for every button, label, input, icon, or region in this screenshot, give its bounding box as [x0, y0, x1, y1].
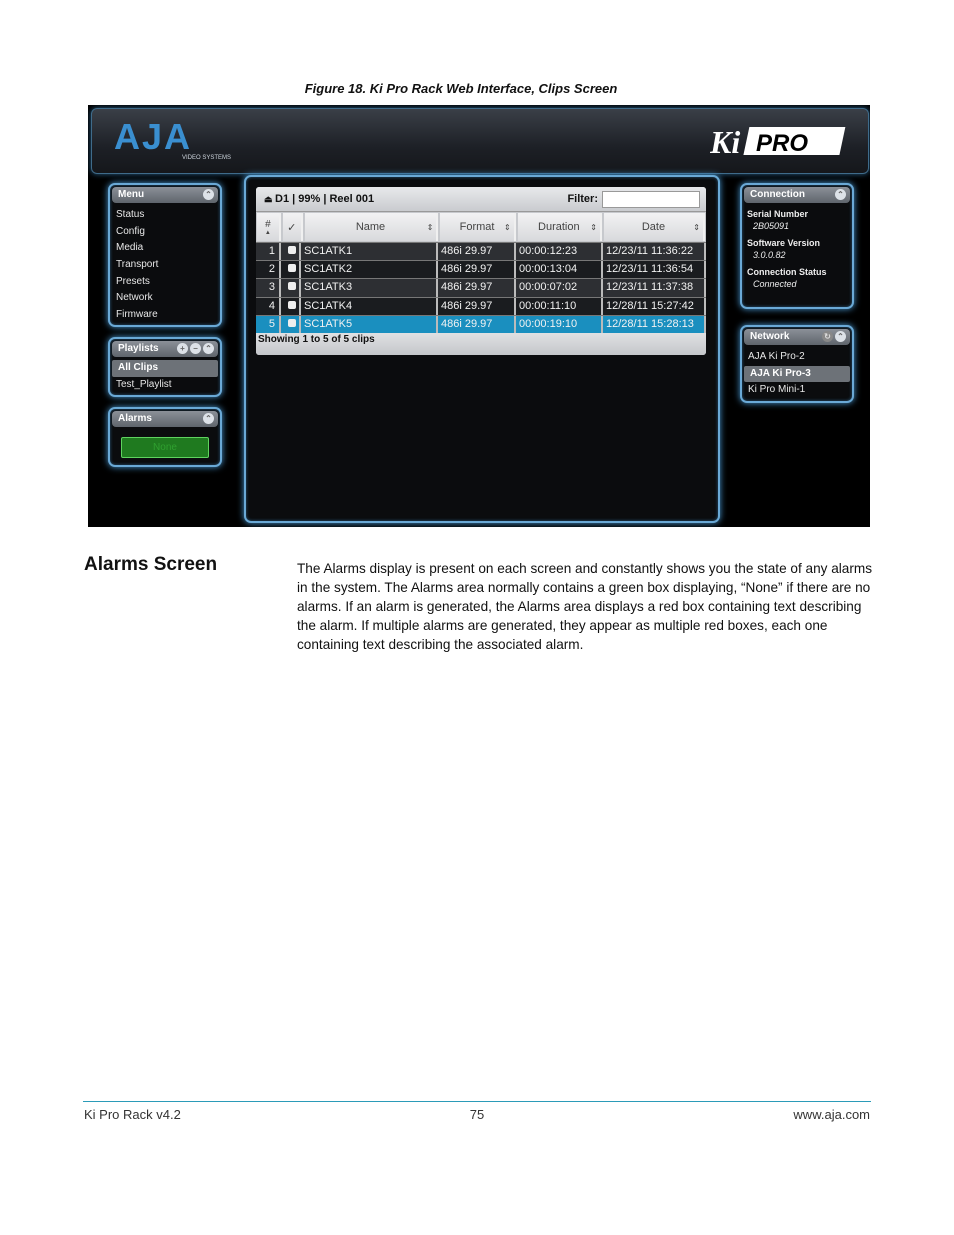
status-value: Connected [753, 279, 797, 289]
eject-icon[interactable]: ⏏ [264, 194, 276, 204]
collapse-icon[interactable]: ⌃ [835, 331, 846, 342]
playlist-item-all-clips[interactable]: All Clips [112, 360, 218, 377]
playlists-panel [108, 337, 222, 397]
menu-header: Menu ⌃ [112, 187, 218, 203]
reel-info: D1 | 99% | Reel 001 [275, 193, 375, 205]
alarms-header: Alarms ⌃ [112, 411, 218, 427]
col-format[interactable]: Format ⇕ [440, 213, 515, 241]
col-number[interactable]: # ▲ [257, 213, 281, 241]
footer-website: www.aja.com [793, 1107, 870, 1122]
checkbox[interactable] [288, 282, 296, 290]
filter-input[interactable] [602, 191, 700, 208]
menu-item-transport[interactable]: Transport [116, 259, 159, 271]
footer-rule [83, 1101, 871, 1102]
page-number: 75 [469, 1107, 485, 1122]
network-header: Network ↻ ⌃ [744, 329, 850, 345]
collapse-icon[interactable]: ⌃ [203, 343, 214, 354]
footer-product: Ki Pro Rack v4.2 [84, 1107, 181, 1122]
serial-value: 2B05091 [753, 221, 790, 231]
clips-panel [244, 175, 720, 523]
menu-item-status[interactable]: Status [116, 209, 145, 220]
software-label: Software Version [747, 238, 821, 248]
add-icon[interactable]: + [177, 343, 188, 354]
connection-panel [740, 183, 854, 309]
menu-item-config[interactable]: Config [116, 225, 145, 237]
clips-table [256, 187, 706, 355]
software-value: 3.0.0.82 [753, 250, 786, 260]
table-header [256, 211, 706, 242]
table-toolbar [256, 187, 706, 211]
sort-icon: ⇕ [426, 222, 434, 232]
col-duration[interactable]: Duration ⇕ [518, 213, 602, 241]
table-footer: Showing 1 to 5 of 5 clips [256, 333, 706, 355]
table-row[interactable]: 1 SC1ATK1 486i 29.97 00:00:12:23 12/23/11 11:36:22 [256, 242, 706, 260]
remove-icon[interactable]: − [190, 343, 201, 354]
menu-item-media[interactable]: Media [116, 242, 144, 254]
menu-item-network[interactable]: Network [116, 292, 153, 304]
network-item-kipro-mini1[interactable]: Ki Pro Mini-1 [748, 384, 806, 396]
menu-panel [108, 183, 222, 327]
network-item-kipro3[interactable]: AJA Ki Pro-3 [744, 366, 850, 383]
svg-text:AJA: AJA [114, 119, 193, 157]
menu-item-firmware[interactable]: Firmware [116, 309, 158, 321]
collapse-icon[interactable]: ⌃ [203, 189, 214, 200]
alarms-panel [108, 407, 222, 467]
checkbox[interactable] [288, 319, 296, 327]
network-panel [740, 325, 854, 403]
svg-text:VIDEO SYSTEMS: VIDEO SYSTEMS [182, 155, 232, 161]
section-heading: Alarms Screen [84, 554, 218, 575]
checkbox[interactable] [288, 264, 296, 272]
aja-logo [114, 119, 234, 161]
checkbox[interactable] [288, 301, 296, 309]
network-item-kipro2[interactable]: AJA Ki Pro-2 [748, 351, 805, 362]
table-row-selected[interactable]: 5 SC1ATK5 486i 29.97 00:00:19:10 12/28/11 15:28:13 [256, 315, 706, 333]
refresh-icon[interactable]: ↻ [822, 331, 833, 342]
col-date[interactable]: Date ⇕ [604, 213, 705, 241]
collapse-icon[interactable]: ⌃ [835, 189, 846, 200]
serial-label: Serial Number [747, 209, 809, 219]
figure-caption: Figure 18. Ki Pro Rack Web Interface, Clips Screen [304, 81, 618, 96]
header-banner [91, 108, 869, 174]
web-interface-screenshot [88, 105, 870, 527]
col-check[interactable]: ✓ [283, 213, 303, 241]
playlist-item-test[interactable]: Test_Playlist [116, 378, 172, 390]
filter-label: Filter: [567, 193, 598, 205]
menu-item-presets[interactable]: Presets [116, 275, 150, 287]
sort-icon: ⇕ [504, 222, 511, 232]
svg-text:PRO: PRO [756, 130, 809, 157]
svg-text:Ki: Ki [710, 124, 741, 158]
sort-icon: ⇕ [693, 222, 700, 232]
sort-icon: ⇕ [590, 222, 597, 232]
playlists-header: Playlists + − ⌃ [112, 341, 218, 357]
checkbox[interactable] [288, 246, 296, 254]
alarm-status-box: None [121, 437, 209, 458]
status-label: Connection Status [747, 267, 827, 277]
table-row[interactable]: 2 SC1ATK2 486i 29.97 00:00:13:04 12/23/11 11:36:54 [256, 260, 706, 278]
table-row[interactable]: 4 SC1ATK4 486i 29.97 00:00:11:10 12/28/11 15:27:42 [256, 297, 706, 315]
kipro-logo [710, 124, 850, 158]
collapse-icon[interactable]: ⌃ [203, 413, 214, 424]
table-row[interactable]: 3 SC1ATK3 486i 29.97 00:00:07:02 12/23/11 11:37:38 [256, 278, 706, 296]
section-body: The Alarms display is present on each screen and constantly shows you the state of any alarms in the system. The Alarms area normally contains a green box displaying, “None” if there are no alarms. If an alarm is generated, the Alarms area displays a red box containing text describing the alarm. If multiple alarms are generated, they appear as multiple red boxes, each one containing text describing the associated alarm. [297, 561, 873, 652]
col-name[interactable]: Name ⇕ [305, 213, 439, 241]
connection-header: Connection ⌃ [744, 187, 850, 203]
